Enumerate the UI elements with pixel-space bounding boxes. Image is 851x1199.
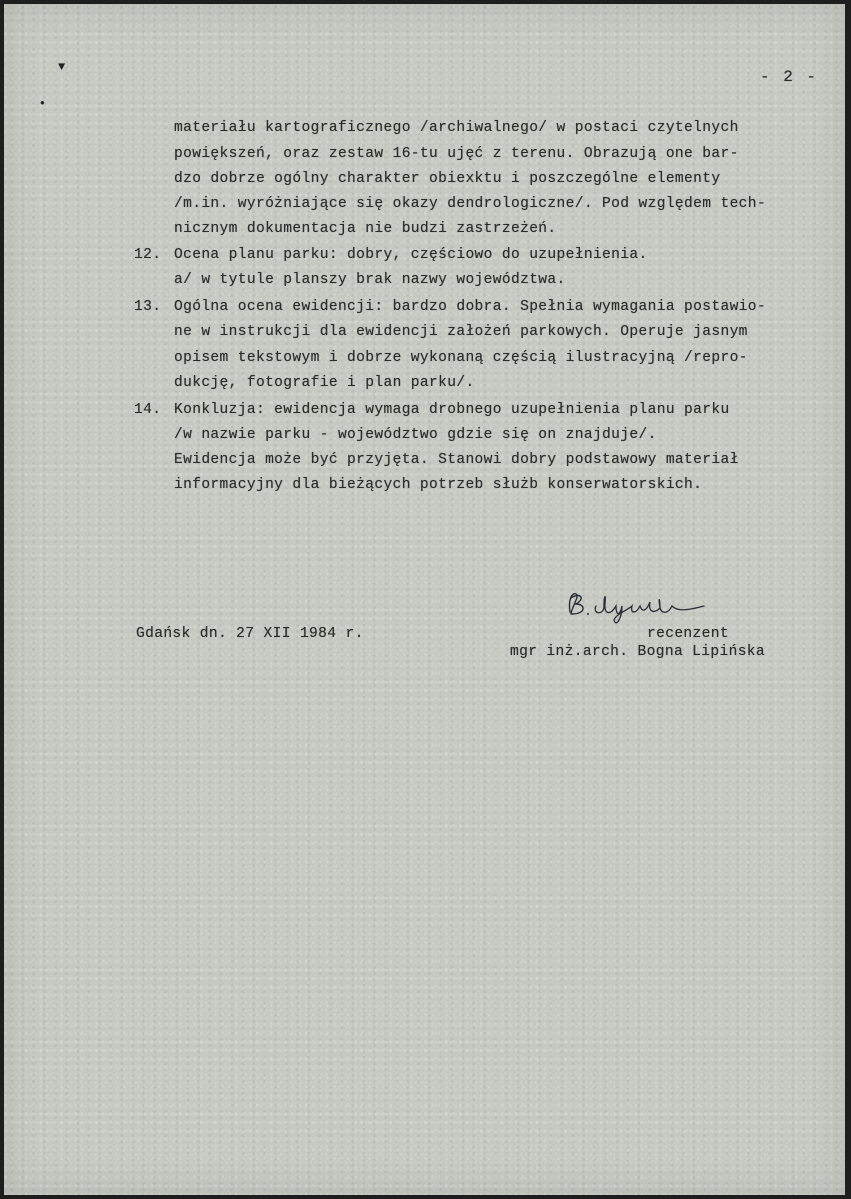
document-page — [4, 4, 845, 1195]
point-line: a/ w tytule planszy brak nazwy województwa. — [174, 272, 566, 288]
point-number: 14. — [134, 402, 162, 418]
body-line: materiału kartograficznego /archiwalnego/ w postaci czytelnych — [174, 120, 739, 136]
point-line: Ocena planu parku: dobry, częściowo do uzupełnienia. — [174, 247, 648, 263]
body-line: dzo dobrze ogólny charakter obiexktu i poszczególne elementy — [174, 171, 721, 187]
body-line: /m.in. wyróżniające się okazy dendrologiczne/. Pod względem tech- — [174, 196, 766, 212]
point-line: dukcję, fotografie i plan parku/. — [174, 375, 475, 391]
body-line: powiększeń, oraz zestaw 16-tu ujęć z terenu. Obrazują one bar- — [174, 146, 739, 162]
point-number: 13. — [134, 299, 162, 315]
page-number: - 2 - — [760, 68, 819, 86]
point-number: 12. — [134, 247, 162, 263]
point-line: Konkluzja: ewidencja wymaga drobnego uzupełnienia planu parku — [174, 402, 730, 418]
place-date: Gdańsk dn. 27 XII 1984 r. — [136, 626, 364, 642]
point-line: opisem tekstowym i dobrze wykonaną częścią ilustracyjną /repro- — [174, 350, 748, 366]
point-line: Ogólna ocena ewidencji: bardzo dobra. Spełnia wymagania postawio- — [174, 299, 766, 315]
punch-mark: ● — [40, 99, 45, 108]
point-line: /w nazwie parku - województwo gdzie się on znajduje/. — [174, 427, 657, 443]
reviewer-role: recenzent — [647, 626, 729, 642]
point-line: ne w instrukcji dla ewidencji założeń parkowych. Operuje jasnym — [174, 324, 748, 340]
punch-mark: ▼ — [58, 60, 66, 74]
point-line: Ewidencja może być przyjęta. Stanowi dobry podstawowy materiał — [174, 452, 739, 468]
point-line: informacyjny dla bieżących potrzeb służb konserwatorskich. — [174, 477, 703, 493]
body-line: nicznym dokumentacja nie budzi zastrzeżeń. — [174, 221, 557, 237]
reviewer-name: mgr inż.arch. Bogna Lipińska — [510, 644, 766, 660]
